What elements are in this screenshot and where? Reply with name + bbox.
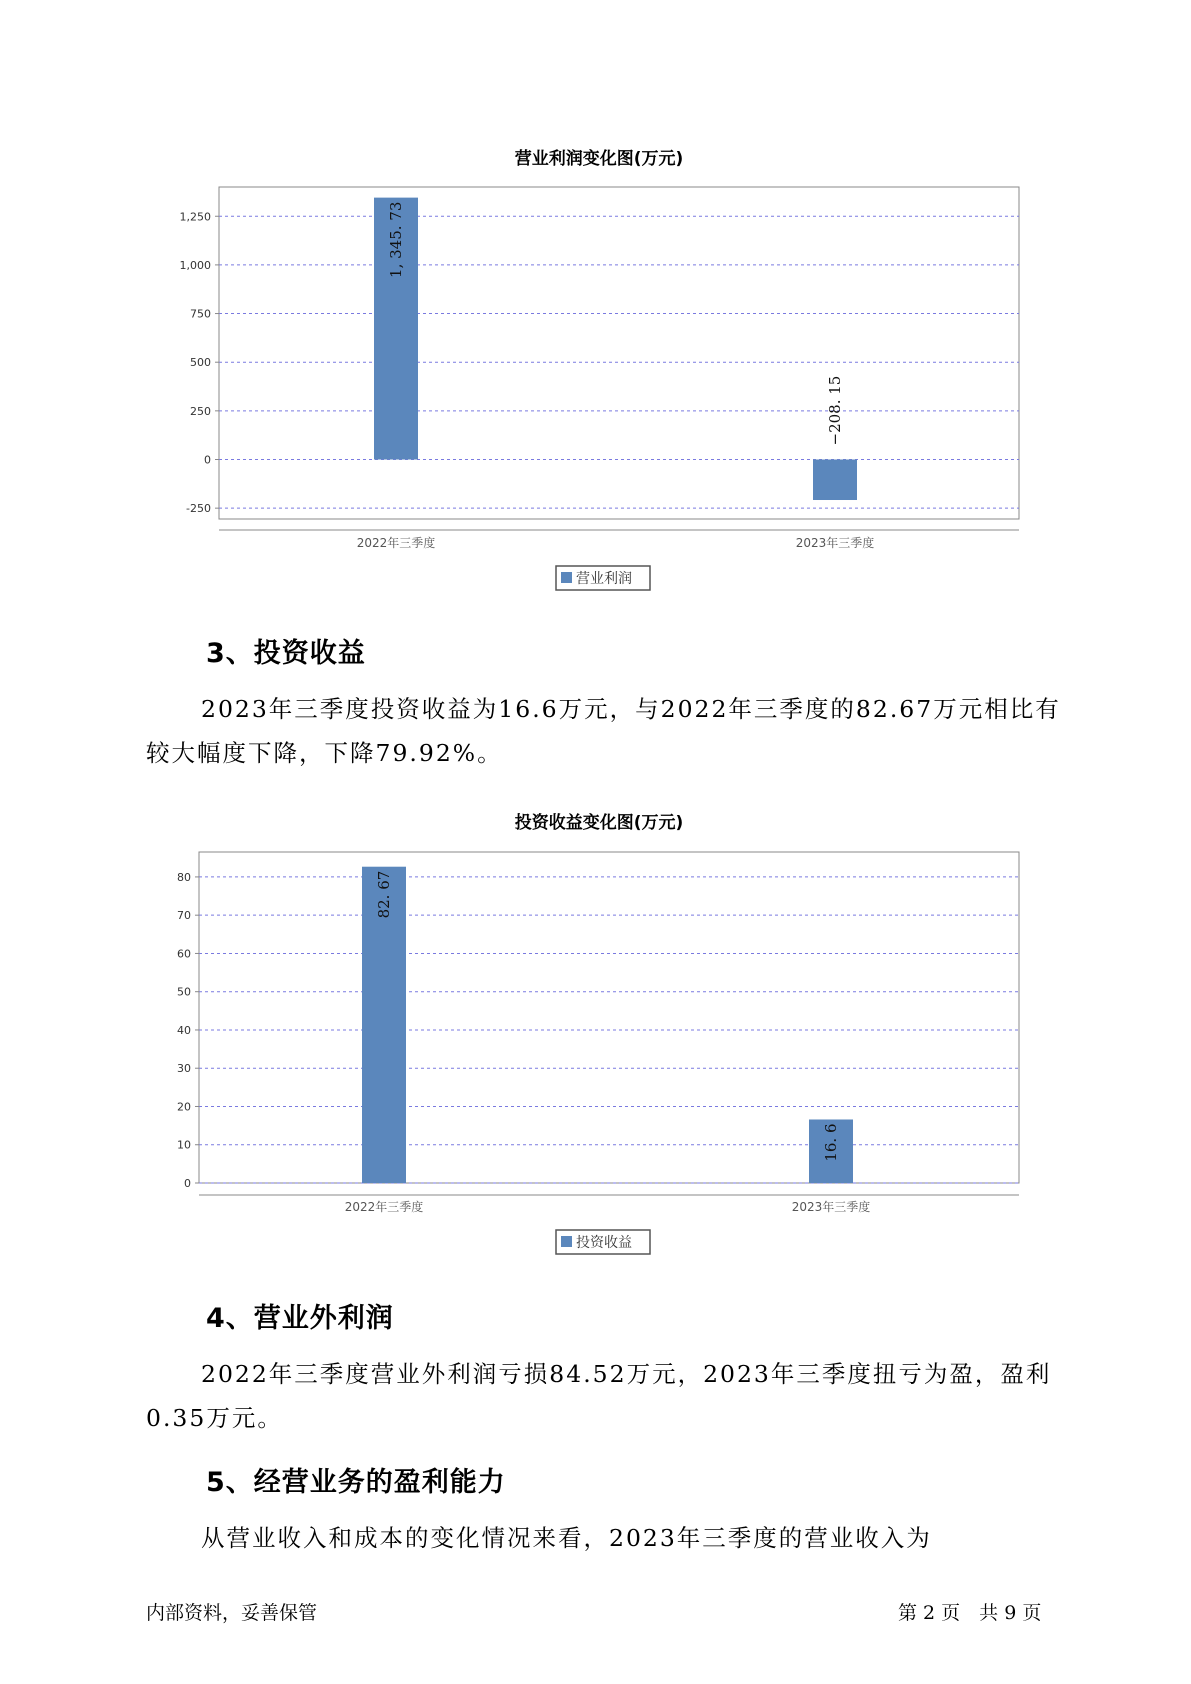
- bar-value-label: 82. 67: [375, 870, 393, 919]
- chart-title: 营业利润变化图(万元): [514, 149, 684, 169]
- y-tick-label: 500: [190, 356, 211, 370]
- paragraph-profitability: 从营业收入和成本的变化情况来看，2023年三季度的营业收入为: [201, 1524, 932, 1552]
- x-category-label: 2023年三季度: [791, 1200, 871, 1214]
- chart-title: 投资收益变化图(万元): [514, 813, 684, 833]
- y-tick-label: 1,000: [179, 258, 211, 272]
- legend-label: 营业利润: [576, 571, 632, 587]
- y-tick-label: 80: [177, 870, 191, 884]
- y-tick-label: -250: [186, 502, 211, 516]
- y-tick-label: 40: [177, 1023, 191, 1037]
- bar-value-label: 16. 6: [822, 1123, 840, 1162]
- footer-confidential-note: 内部资料，妥善保管: [146, 1602, 318, 1624]
- y-tick-label: 0: [204, 453, 211, 467]
- legend-swatch: [561, 1236, 572, 1247]
- bar-value-label: 1, 345. 73: [387, 201, 405, 278]
- legend-label: 投资收益: [576, 1235, 632, 1251]
- x-category-label: 2023年三季度: [795, 536, 875, 550]
- section-heading-investment-income: 3、投资收益: [206, 638, 366, 669]
- y-tick-label: 750: [190, 307, 211, 321]
- y-tick-label: 20: [177, 1100, 191, 1114]
- plot-area: [199, 852, 1019, 1183]
- x-category-label: 2022年三季度: [344, 1200, 424, 1214]
- y-tick-label: 30: [177, 1062, 191, 1076]
- footer-page-number: 第 2 页 共 9 页: [898, 1602, 1042, 1624]
- section-heading-non-operating-profit: 4、营业外利润: [206, 1303, 394, 1334]
- y-tick-label: 250: [190, 404, 211, 418]
- y-tick-label: 50: [177, 985, 191, 999]
- y-tick-label: 60: [177, 947, 191, 961]
- paragraph-non-operating-profit: 2022年三季度营业外利润亏损84.52万元，2023年三季度扭亏为盈，盈利0.35万元。: [146, 1360, 1052, 1432]
- y-tick-label: 1,250: [179, 210, 211, 224]
- bar-value-label: −208. 15: [826, 375, 844, 446]
- y-tick-label: 0: [184, 1177, 191, 1190]
- legend: [556, 1230, 650, 1254]
- x-category-label: 2022年三季度: [356, 536, 436, 550]
- y-tick-label: 10: [177, 1138, 191, 1152]
- section-heading-profitability: 5、经营业务的盈利能力: [206, 1467, 506, 1498]
- paragraph-investment-income: 2023年三季度投资收益为16.6万元，与2022年三季度的82.67万元相比有较大幅度下降，下降79.92%。: [146, 695, 1061, 767]
- y-tick-label: 70: [177, 909, 191, 923]
